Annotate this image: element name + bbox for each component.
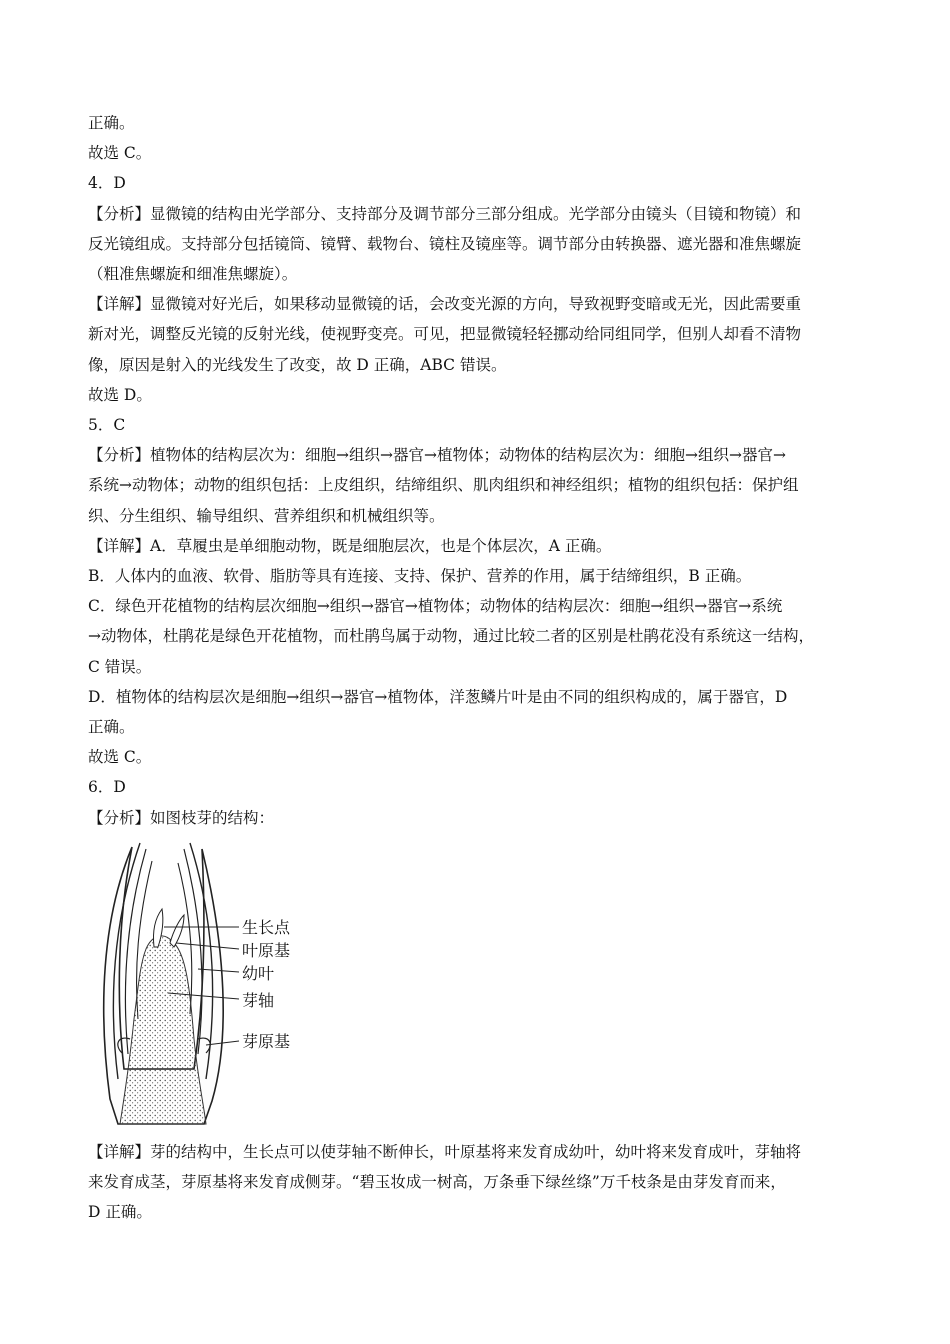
text-line: 新对光，调整反光镜的反射光线，使视野变亮。可见，把显微镜轻轻挪动给同组同学，但别人却看不清物: [88, 325, 802, 344]
text-line: 反光镜组成。支持部分包括镜筒、镜臂、载物台、镜柱及镜座等。调节部分由转换器、遮光器和准焦螺旋: [88, 234, 802, 253]
text-line: 织、分生组织、输导组织、营养组织和机械组织等。: [88, 506, 445, 525]
question-number: 4．D: [88, 174, 126, 193]
text-line: 【详解】显微镜对好光后，如果移动显微镜的话，会改变光源的方向，导致视野变暗或无光，因此需要重: [88, 295, 802, 314]
question-number: 5．C: [88, 416, 126, 435]
text-block-top: [88, 108, 878, 833]
label-leaf-primordium: 叶原基: [242, 940, 291, 960]
text-line: 系统→动物体；动物的组织包括：上皮组织，结缔组织、肌肉组织和神经组织；植物的组织包括：保护组: [88, 476, 799, 495]
text-line: 像，原因是射入的光线发生了改变，故 D 正确，ABC 错误。: [88, 355, 507, 374]
text-line: C．绿色开花植物的结构层次细胞→组织→器官→植物体；动物体的结构层次：细胞→组织→器官→系统: [88, 597, 783, 616]
question-number: 6．D: [88, 778, 126, 797]
text-line: 正确。: [88, 114, 135, 132]
text-line: 【分析】如图枝芽的结构：: [88, 808, 275, 827]
label-growth-point: 生长点: [242, 917, 291, 937]
text-block-bottom: [88, 1137, 878, 1228]
text-line: 故选 D。: [88, 385, 152, 404]
text-line: 故选 C。: [88, 144, 152, 163]
label-bud-primordium: 芽原基: [242, 1031, 291, 1051]
text-line: D 正确。: [88, 1203, 152, 1222]
label-young-leaf: 幼叶: [242, 963, 275, 983]
bud-structure-diagram: [94, 839, 324, 1131]
text-line: 【详解】A．草履虫是单细胞动物，既是细胞层次，也是个体层次，A 正确。: [88, 536, 612, 555]
text-line: B．人体内的血液、软骨、脂肪等具有连接、支持、保护、营养的作用，属于结缔组织，B 正确。: [88, 567, 752, 586]
text-line: 故选 C。: [88, 748, 152, 767]
label-bud-axis: 芽轴: [242, 990, 275, 1010]
text-line: （粗准焦螺旋和细准焦螺旋）。: [88, 265, 298, 284]
text-line: 正确。: [88, 718, 135, 737]
text-line: 来发育成茎，芽原基将来发育成侧芽。“碧玉妆成一树高，万条垂下绿丝绦”万千枝条是由芽发育而来，: [88, 1173, 786, 1192]
document-page: [88, 108, 878, 1227]
text-line: 【分析】植物体的结构层次为：细胞→组织→器官→植物体；动物体的结构层次为：细胞→组织→器官→: [88, 446, 786, 465]
text-line: →动物体，杜鹃花是绿色开花植物，而杜鹃鸟属于动物，通过比较二者的区别是杜鹃花没有系统这一结构，: [88, 627, 814, 646]
text-line: 【分析】显微镜的结构由光学部分、支持部分及调节部分三部分组成。光学部分由镜头（目镜和物镜）和: [88, 204, 802, 223]
text-line: D．植物体的结构层次是细胞→组织→器官→植物体，洋葱鳞片叶是由不同的组织构成的，属于器官，D: [88, 687, 788, 706]
text-line: 【详解】芽的结构中，生长点可以使芽轴不断伸长，叶原基将来发育成幼叶，幼叶将来发育成叶，芽轴将: [88, 1142, 802, 1161]
text-line: C 错误。: [88, 657, 152, 676]
bud-illustration: [94, 839, 324, 1131]
